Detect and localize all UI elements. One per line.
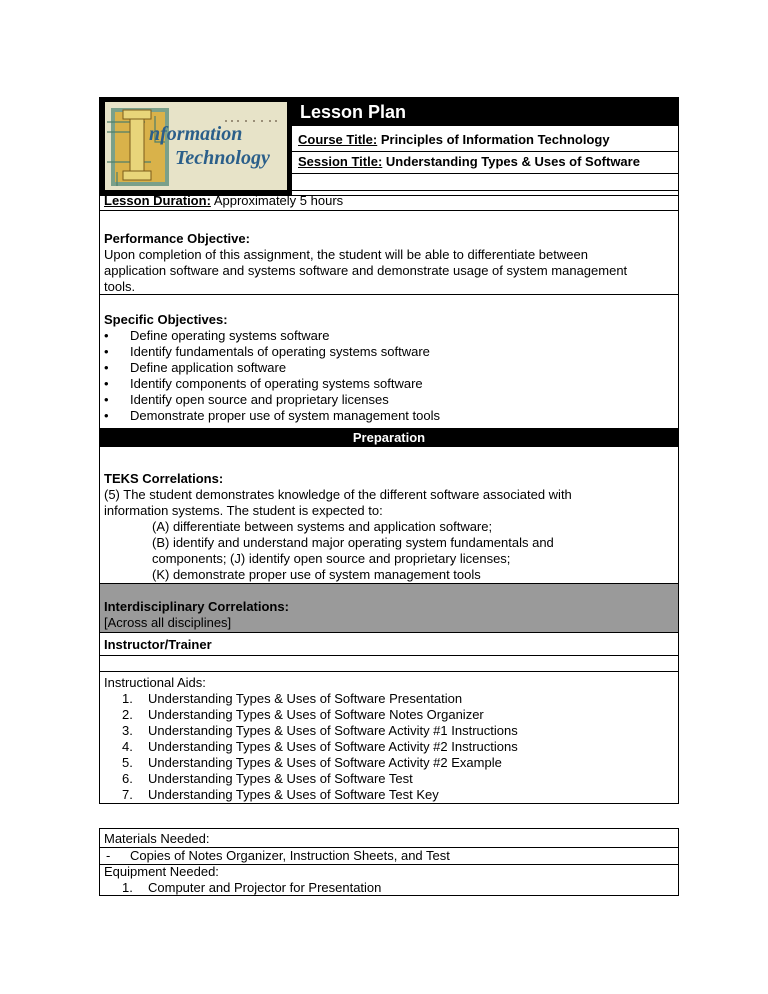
list-item: • Demonstrate proper use of system management tools: [104, 408, 440, 423]
teks-item: components; (J) identify open source and proprietary licenses;: [152, 551, 511, 566]
information-technology-logo: [100, 98, 292, 195]
list-item: 5. Understanding Types & Uses of Software Activity #2 Example: [122, 755, 502, 770]
list-item: 3. Understanding Types & Uses of Software Activity #1 Instructions: [122, 723, 518, 738]
teks-text: (5) The student demonstrates knowledge of the different software associated with: [104, 487, 572, 502]
instructor-trainer-label: Instructor/Trainer: [104, 637, 212, 652]
list-item: • Identify components of operating systems software: [104, 376, 423, 391]
page-title: Lesson Plan: [292, 98, 678, 126]
performance-objective-heading: Performance Objective:: [104, 231, 250, 246]
list-item: - Copies of Notes Organizer, Instruction Sheets, and Test: [106, 848, 450, 863]
performance-objective-text: application software and systems software and demonstrate usage of system management: [104, 263, 628, 278]
lesson-header: [99, 97, 679, 196]
instructor-trainer-row: [99, 632, 679, 656]
svg-text:nformation: nformation: [149, 123, 243, 145]
list-item: • Identify fundamentals of operating systems software: [104, 344, 430, 359]
teks-correlations-section: [99, 447, 679, 584]
instructional-aids-section: [99, 671, 679, 804]
preparation-header: Preparation: [99, 428, 679, 447]
instructional-aids-heading: Instructional Aids:: [104, 675, 206, 690]
list-item: • Identify open source and proprietary licenses: [104, 392, 389, 407]
interdisciplinary-section: [99, 583, 679, 633]
list-item: 1. Understanding Types & Uses of Software Presentation: [122, 691, 463, 706]
header-info: [292, 98, 678, 195]
list-item: 1. Computer and Projector for Presentation: [122, 880, 382, 895]
divider: [292, 151, 678, 152]
interdisciplinary-value: [Across all disciplines]: [104, 615, 232, 630]
course-title: [298, 132, 610, 147]
course-title-label: Course Title:: [298, 132, 378, 147]
materials-section: [99, 828, 679, 896]
lesson-duration-label: Lesson Duration:: [104, 193, 211, 208]
teks-item: (B) identify and understand major operating system fundamentals and: [152, 535, 554, 550]
list-item: 6. Understanding Types & Uses of Software Test: [122, 771, 413, 786]
specific-objectives-section: [99, 294, 679, 428]
list-item: 7. Understanding Types & Uses of Software Test Key: [122, 787, 439, 802]
session-title-label: Session Title:: [298, 154, 383, 169]
specific-objectives-heading: Specific Objectives:: [104, 312, 228, 327]
session-title: [298, 154, 640, 169]
lesson-duration-value: Approximately 5 hours: [213, 193, 344, 208]
teks-heading: TEKS Correlations:: [104, 471, 224, 486]
performance-objective-section: [99, 210, 679, 295]
list-item: 2. Understanding Types & Uses of Software Notes Organizer: [122, 707, 484, 722]
performance-objective-text: tools.: [104, 279, 136, 294]
teks-text: information systems. The student is expected to:: [104, 503, 383, 518]
teks-item: (A) differentiate between systems and application software;: [152, 519, 493, 534]
lesson-duration-row: [99, 190, 679, 211]
divider: [292, 173, 678, 174]
equipment-heading: Equipment Needed:: [104, 864, 219, 879]
list-item: • Define operating systems software: [104, 328, 330, 343]
materials-heading: Materials Needed:: [104, 831, 210, 846]
session-title-value: Understanding Types & Uses of Software: [385, 154, 640, 169]
list-item: 4. Understanding Types & Uses of Software Activity #2 Instructions: [122, 739, 518, 754]
blank-row: [99, 655, 679, 672]
list-item: • Define application software: [104, 360, 287, 375]
teks-item: (K) demonstrate proper use of system management tools: [152, 567, 481, 582]
course-title-value: Principles of Information Technology: [380, 132, 610, 147]
svg-text:Technology: Technology: [175, 147, 270, 169]
interdisciplinary-heading: Interdisciplinary Correlations:: [104, 599, 289, 614]
performance-objective-text: Upon completion of this assignment, the student will be able to differentiate between: [104, 247, 588, 262]
